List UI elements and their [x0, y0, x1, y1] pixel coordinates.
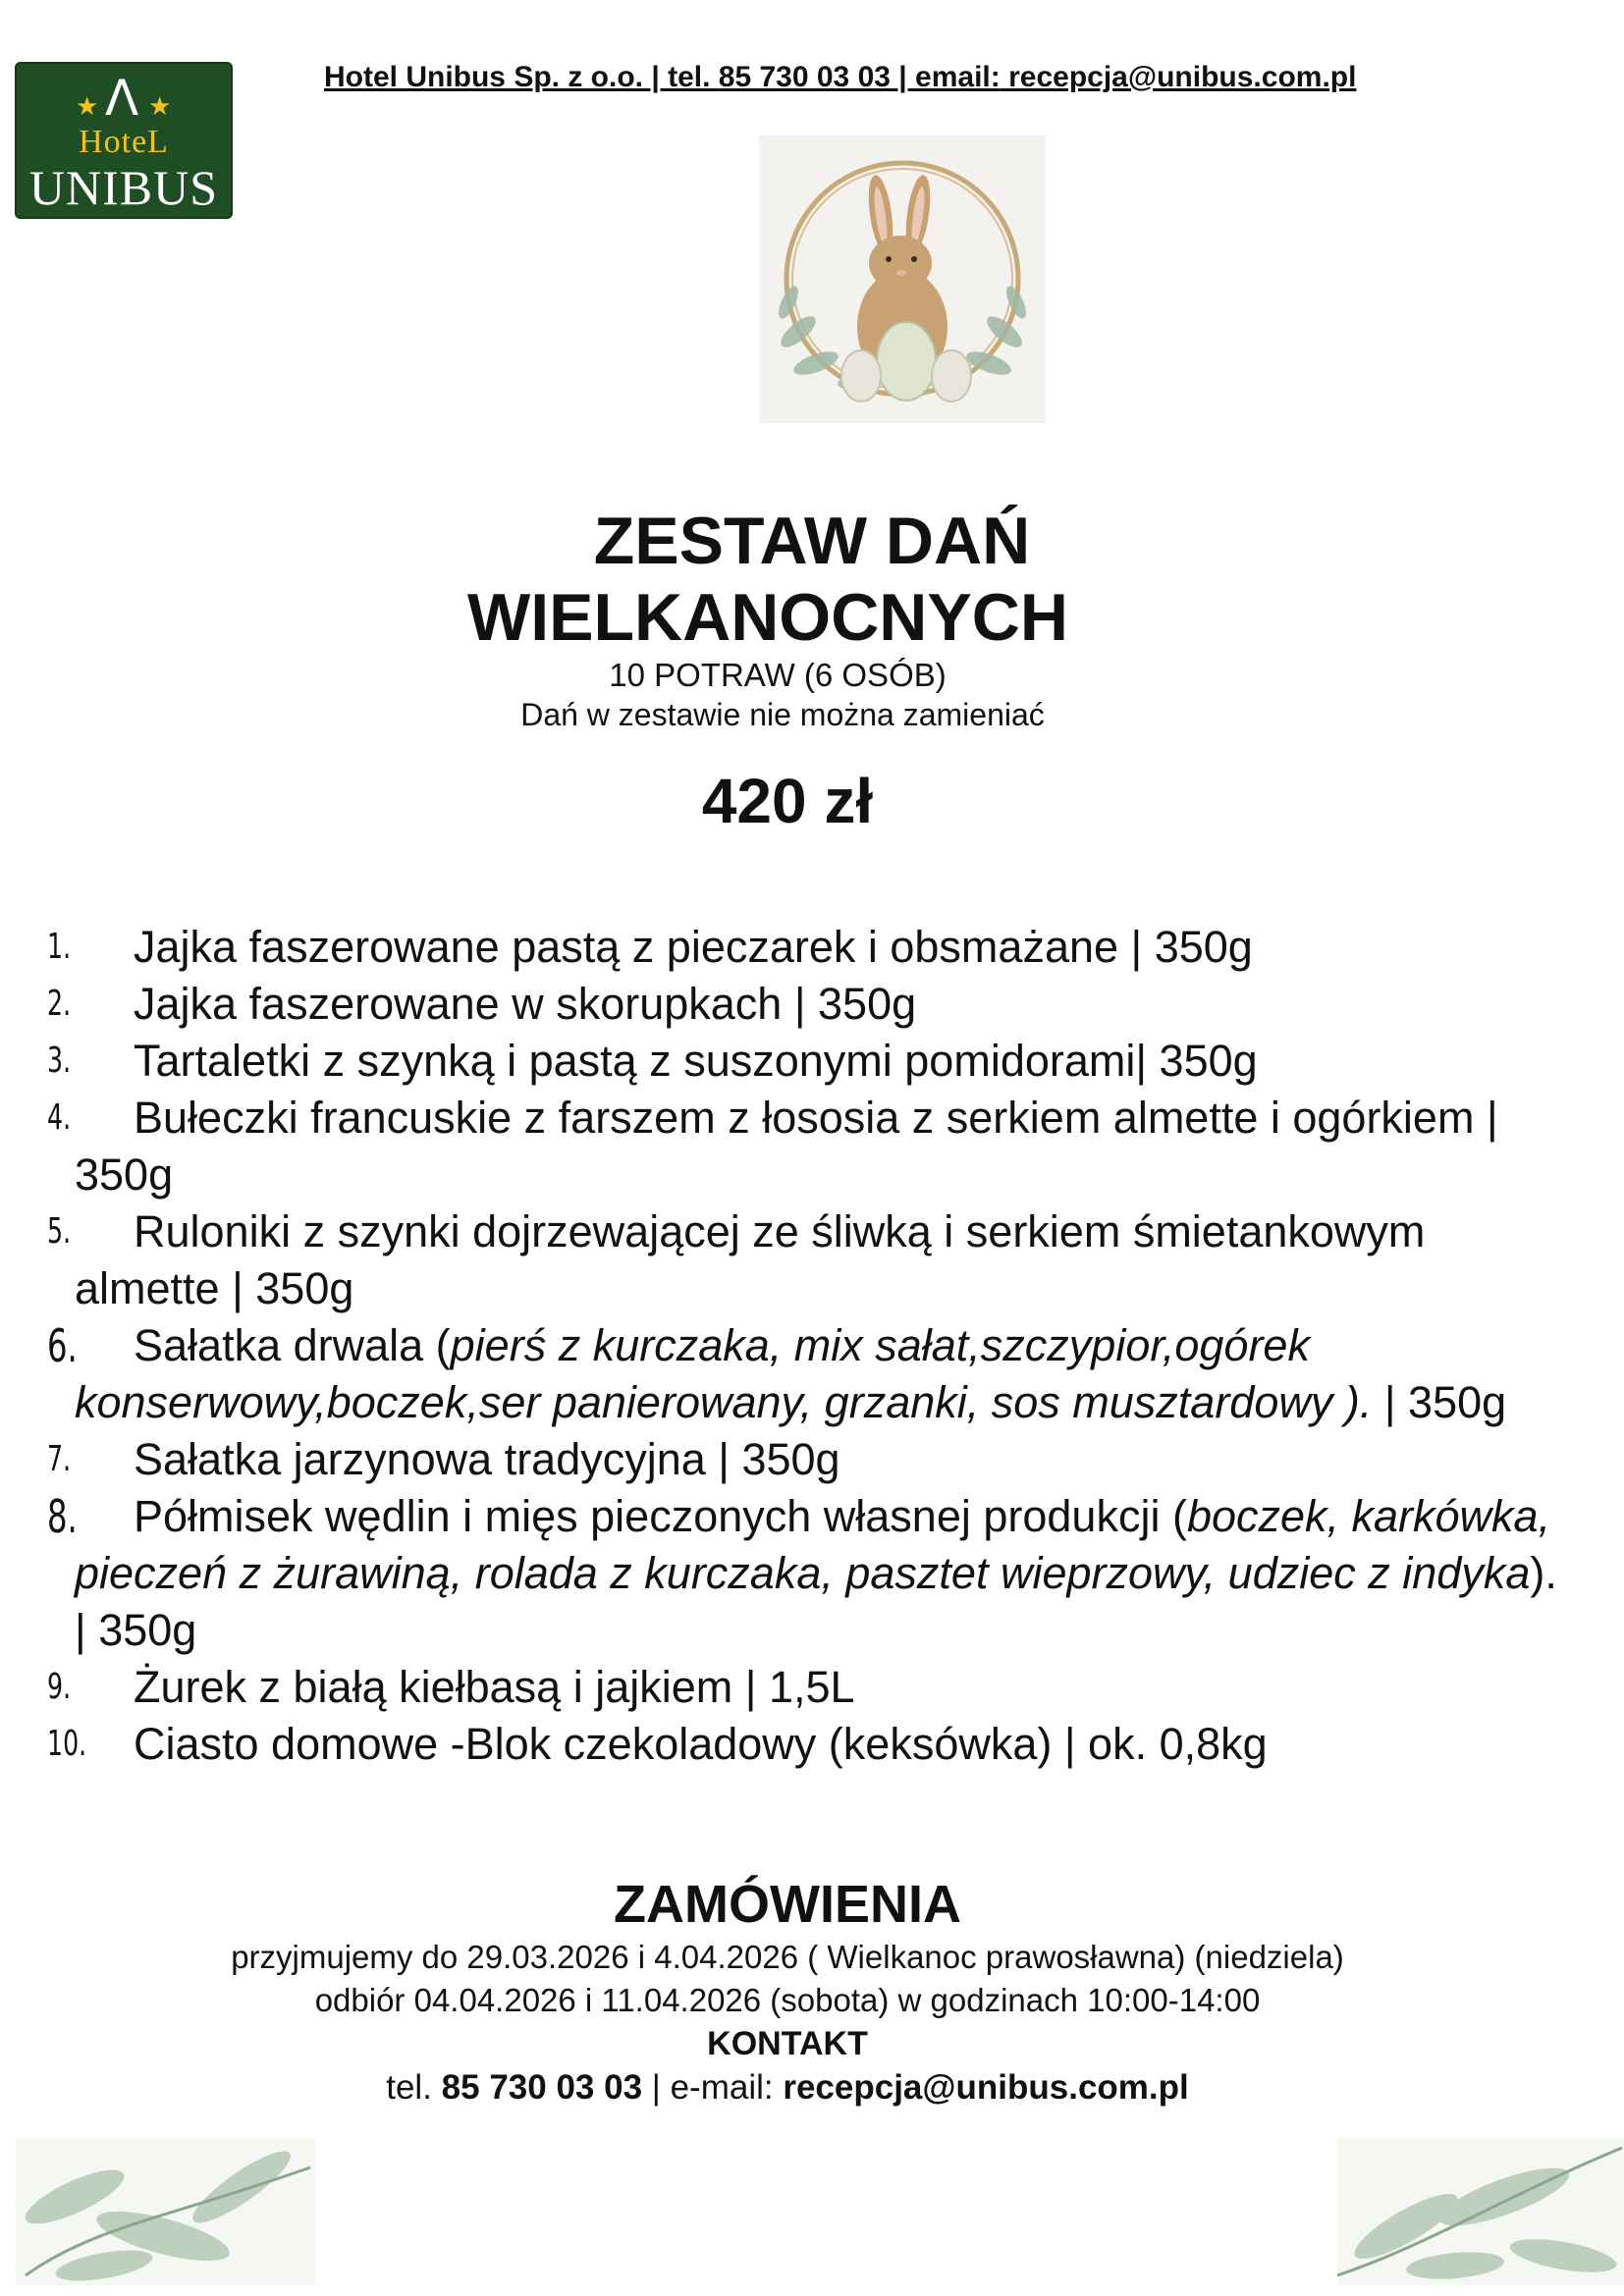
hotel-logo	[15, 62, 233, 219]
list-item: 10. Ciasto domowe -Blok czekoladowy (keksówka) | ok. 0,8kg	[47, 1719, 1268, 1769]
orders-section	[0, 1873, 1624, 2110]
star-icon: ★	[76, 91, 99, 121]
contact-line: tel. 85 730 03 03 | e-mail: recepcja@unibus.com.pl	[386, 2068, 1189, 2107]
orders-pickup: odbiór 04.04.2026 i 11.04.2026 (sobota) w godzinach 10:00-14:00	[314, 1982, 1261, 2018]
list-item: 3. Tartaletki z szynką i pastą z suszonymi pomidorami| 350g	[47, 1036, 1258, 1086]
header-email[interactable]: recepcja@unibus.com.pl	[1008, 61, 1357, 93]
contact-email[interactable]: recepcja@unibus.com.pl	[783, 2068, 1189, 2107]
orders-deadline: przyjmujemy do 29.03.2026 i 4.04.2026 ( Wielkanoc prawosławna) (niedziela)	[231, 1939, 1344, 1975]
list-item: 9. Żurek z białą kiełbasą i jajkiem | 1,5L	[47, 1662, 855, 1712]
page-title-line1: ZESTAW DAŃ	[593, 504, 1031, 578]
title-block	[0, 503, 1624, 838]
substitution-note: Dań w zestawie nie można zamieniać	[520, 697, 1045, 732]
list-item: 7. Sałatka jarzynowa tradycyjna | 350g	[47, 1434, 840, 1484]
logo-word-unibus: UNIBUS	[28, 160, 219, 215]
leaf-decoration-left	[16, 2138, 315, 2285]
list-item: 6. Sałatka drwala (pierś z kurczaka, mix sałat,szczypior,ogórek konserwowy,boczek,ser panierowany, grzanki, sos musztardowy ). | 350g	[47, 1319, 1507, 1427]
contact-phone[interactable]: 85 730 03 03	[441, 2068, 643, 2107]
peak-icon: Λ	[105, 70, 139, 127]
logo-word-hotel: HoteL	[79, 124, 169, 160]
page-title-line2: WIELKANOCNYCH	[467, 580, 1068, 655]
logo-peak	[15, 70, 233, 129]
orders-title: ZAMÓWIENIA	[614, 1875, 961, 1934]
header-contact-line: Hotel Unibus Sp. z o.o. | tel. 85 730 03 03 | email: recepcja@unibus.com.pl	[324, 61, 1357, 93]
easter-bunny-illustration	[759, 135, 1046, 423]
subtitle: 10 POTRAW (6 OSÓB)	[609, 657, 947, 693]
menu-list	[47, 919, 1579, 1773]
company-name: Hotel Unibus Sp. z o.o.	[324, 61, 643, 93]
list-item: 2. Jajka faszerowane w skorupkach | 350g	[47, 979, 917, 1029]
contact-title: KONTAKT	[707, 2025, 868, 2062]
leaf-decoration-right	[1337, 2138, 1624, 2285]
list-item: 8. Półmisek wędlin i mięs pieczonych własnej produkcji (boczek, karkówka, pieczeń z żurawiną, rolada z kurczaka, pasztet wieprzowy, udziec z indyka). | 350g	[47, 1490, 1557, 1655]
price: 420 zł	[701, 766, 874, 836]
header-phone[interactable]: 85 730 03 03	[718, 61, 891, 93]
list-item: 5. Ruloniki z szynki dojrzewającej ze śliwką i serkiem śmietankowym almette | 350g	[47, 1206, 1426, 1313]
star-icon: ★	[148, 91, 172, 121]
list-item: 4. Bułeczki francuskie z farszem z łososia z serkiem almette i ogórkiem | 350g	[47, 1093, 1498, 1200]
list-item: 1. Jajka faszerowane pastą z pieczarek i obsmażane | 350g	[47, 922, 1253, 972]
